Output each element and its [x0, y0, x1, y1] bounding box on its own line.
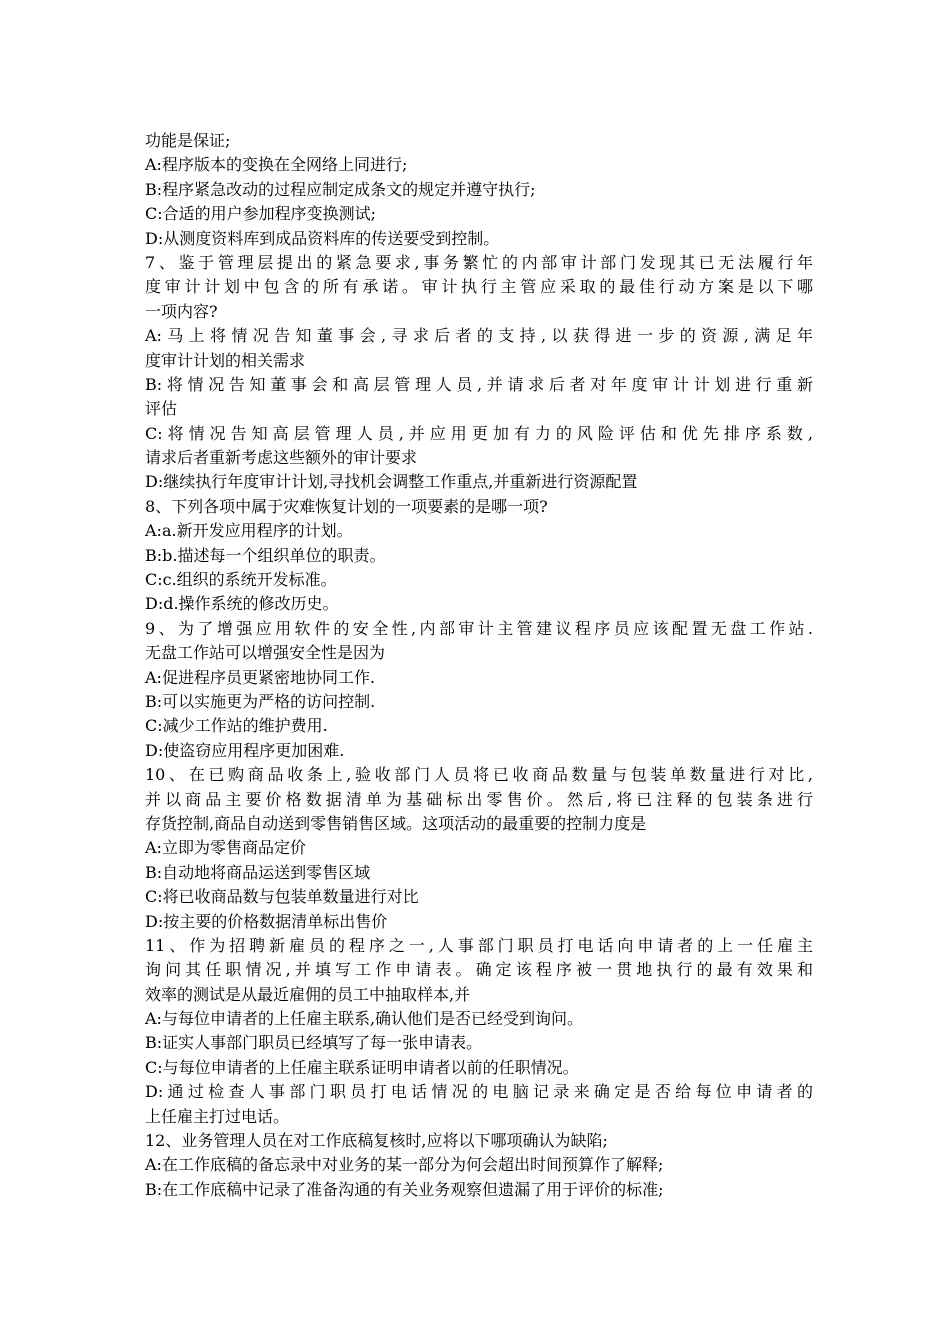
text-line: D:通过检查人事部门职员打电话情况的电脑记录来确定是否给每位申请者的: [145, 1082, 813, 1102]
text-line: C:将已收商品数与包装单数量进行对比: [145, 887, 419, 907]
text-line: 并以商品主要价格数据清单为基础标出零售价。然后,将已注释的包装条进行: [145, 789, 813, 809]
text-line: 一项内容?: [145, 301, 218, 321]
text-line: 功能是保证;: [145, 131, 231, 150]
text-line: 请求后者重新考虑这些额外的审计要求: [145, 448, 418, 468]
text-line: D:从测度资料库到成品资料库的传送要受到控制。: [145, 228, 500, 248]
text-line: 度审计计划中包含的所有承诺。审计执行主管应采取的最佳行动方案是以下哪: [145, 277, 813, 297]
text-line: D:继续执行年度审计计划,寻找机会调整工作重点,并重新进行资源配置: [145, 472, 638, 492]
text-line: D:使盗窃应用程序更加困难.: [145, 740, 345, 760]
text-line: A:与每位申请者的上任雇主联系,确认他们是否已经受到询问。: [145, 1009, 584, 1029]
text-line: B:证实人事部门职员已经填写了每一张申请表。: [145, 1033, 483, 1053]
text-line: A:促进程序员更紧密地协同工作.: [145, 667, 376, 687]
text-line: 10、在已购商品收条上,验收部门人员将已收商品数量与包装单数量进行对比,: [145, 765, 813, 785]
text-line: A:程序版本的变换在全网络上同进行;: [145, 155, 408, 175]
text-line: C:减少工作站的维护费用.: [145, 716, 328, 736]
text-line: A:在工作底稿的备忘录中对业务的某一部分为何会超出时间预算作了解释;: [145, 1155, 664, 1175]
text-line: 11、作为招聘新雇员的程序之一,人事部门职员打电话向申请者的上一任雇主: [145, 935, 813, 955]
text-line: 8、下列各项中属于灾难恢复计划的一项要素的是哪一项?: [145, 496, 548, 516]
text-line: D:d.操作系统的修改历史。: [145, 594, 339, 614]
text-line: 度审计计划的相关需求: [145, 350, 306, 370]
text-line: 询问其任职情况,并填写工作申请表。确定该程序被一贯地执行的最有效果和: [145, 960, 813, 980]
text-line: 9、为了增强应用软件的安全性,内部审计主管建议程序员应该配置无盘工作站.: [145, 618, 813, 638]
text-line: 无盘工作站可以增强安全性是因为: [145, 643, 386, 663]
text-line: B:在工作底稿中记录了准备沟通的有关业务观察但遗漏了用于评价的标准;: [145, 1179, 664, 1199]
text-line: B:b.描述每一个组织单位的职责。: [145, 545, 386, 565]
text-line: A:马上将情况告知董事会,寻求后者的支持,以获得进一步的资源,满足年: [145, 326, 813, 346]
text-line: A:a.新开发应用程序的计划。: [145, 521, 353, 541]
text-line: 7、鉴于管理层提出的紧急要求,事务繁忙的内部审计部门发现其已无法履行年: [145, 252, 813, 272]
text-line: B:自动地将商品运送到零售区域: [145, 862, 371, 882]
text-line: D:按主要的价格数据清单标出售价: [145, 911, 388, 931]
text-line: 上任雇主打过电话。: [145, 1106, 290, 1126]
text-line: 12、业务管理人员在对工作底稿复核时,应将以下哪项确认为缺陷;: [145, 1131, 608, 1151]
text-line: 评估: [145, 399, 178, 419]
text-line: 存货控制,商品自动送到零售销售区域。这项活动的最重要的控制力度是: [145, 813, 647, 833]
text-line: B:程序紧急改动的过程应制定成条文的规定并遵守执行;: [145, 179, 536, 199]
text-line: A:立即为零售商品定价: [145, 838, 306, 858]
text-line: C:c.组织的系统开发标准。: [145, 570, 337, 590]
text-line: C:合适的用户参加程序变换测试;: [145, 204, 377, 224]
text-line: B:将情况告知董事会和高层管理人员,并请求后者对年度审计计划进行重新: [145, 374, 813, 394]
document-body: [145, 129, 813, 1202]
text-line: B:可以实施更为严格的访问控制.: [145, 691, 376, 711]
text-line: C:与每位申请者的上任雇主联系证明申请者以前的任职情况。: [145, 1057, 579, 1077]
text-line: C:将情况告知高层管理人员,并应用更加有力的风险评估和优先排序系数,: [145, 423, 813, 443]
text-line: 效率的测试是从最近雇佣的员工中抽取样本,并: [145, 984, 471, 1004]
